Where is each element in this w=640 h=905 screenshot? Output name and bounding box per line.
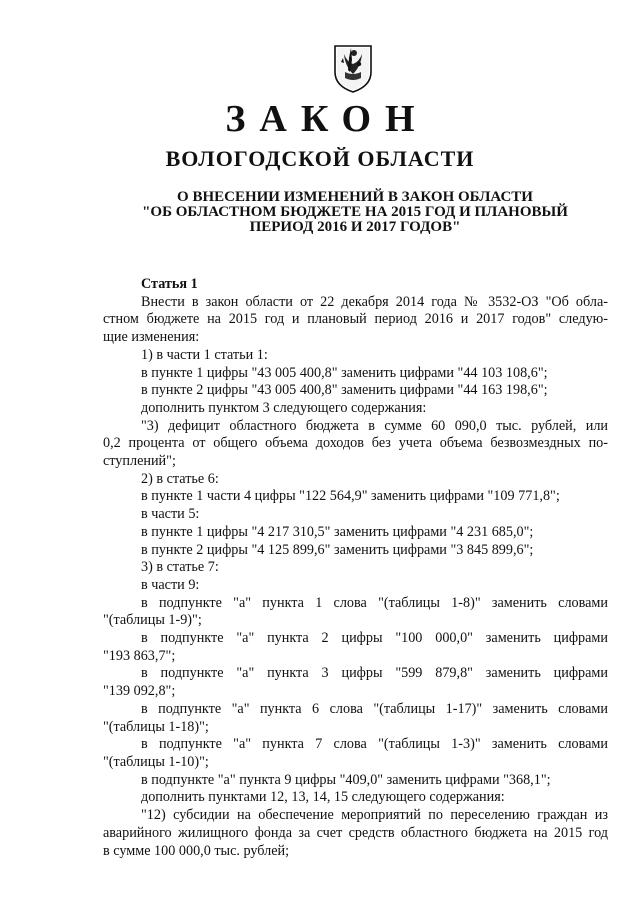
text-line: "(таблицы 1-18)"; bbox=[103, 718, 209, 735]
subject-line: ПЕРИОД 2016 И 2017 ГОДОВ" bbox=[249, 219, 461, 235]
text-line: в части 5: bbox=[141, 506, 200, 523]
text-line: в пункте 1 цифры "43 005 400,8" заменить цифрами "44 103 108,6"; bbox=[141, 364, 548, 381]
text-line: в части 9: bbox=[141, 576, 200, 593]
region-title: ВОЛОГОДСКОЙ ОБЛАСТИ bbox=[165, 146, 475, 171]
text-line: дополнить пунктами 12, 13, 14, 15 следующего содержания: bbox=[141, 789, 505, 806]
text-line: "(таблицы 1-9)"; bbox=[103, 612, 202, 629]
text-line: щие изменения: bbox=[103, 329, 200, 346]
law-subject bbox=[110, 190, 600, 235]
text-line: в подпункте "а" пункта 3 цифры "599 879,8" заменить цифрами bbox=[141, 665, 608, 682]
article-heading: Статья 1 bbox=[141, 276, 198, 292]
text-line: стном бюджете на 2015 год и плановый период 2016 и 2017 годов" следую- bbox=[103, 311, 608, 328]
text-line: аварийного жилищного фонда за счет средств областного бюджета на 2015 год bbox=[103, 824, 608, 841]
text-line: в подпункте "а" пункта 9 цифры "409,0" заменить цифрами "368,1"; bbox=[141, 771, 551, 788]
text-line: в подпункте "а" пункта 6 слова "(таблицы 1-17)" заменить словами bbox=[141, 700, 608, 717]
text-line: Внести в закон области от 22 декабря 2014 года № 3532-ОЗ "Об обла- bbox=[141, 293, 608, 310]
coat-of-arms-icon bbox=[331, 42, 375, 94]
law-title: ЗАКОН bbox=[225, 98, 429, 140]
text-line: ступлений"; bbox=[103, 453, 176, 470]
text-line: в подпункте "а" пункта 1 слова "(таблицы 1-8)" заменить словами bbox=[141, 594, 608, 611]
subject-line: О ВНЕСЕНИИ ИЗМЕНЕНИЙ В ЗАКОН ОБЛАСТИ bbox=[177, 189, 533, 205]
text-line: в пункте 2 цифры "4 125 899,6" заменить цифрами "3 845 899,6"; bbox=[141, 541, 534, 558]
text-line: дополнить пунктом 3 следующего содержания: bbox=[141, 399, 427, 416]
text-line: "3) дефицит областного бюджета в сумме 60 090,0 тыс. рублей, или bbox=[141, 417, 608, 434]
subject-line: "ОБ ОБЛАСТНОМ БЮДЖЕТЕ НА 2015 ГОД И ПЛАНОВЫЙ bbox=[142, 204, 568, 220]
text-line: "139 092,8"; bbox=[103, 683, 176, 700]
text-line: в сумме 100 000,0 тыс. рублей; bbox=[103, 842, 290, 859]
text-line: в пункте 1 части 4 цифры "122 564,9" заменить цифрами "109 771,8"; bbox=[141, 488, 560, 505]
text-line: в подпункте "а" пункта 2 цифры "100 000,0" заменить цифрами bbox=[141, 630, 608, 647]
text-line: 0,2 процента от общего объема доходов без учета объема безвозмездных по- bbox=[103, 435, 608, 452]
text-line: 3) в статье 7: bbox=[141, 559, 219, 576]
article-body bbox=[103, 276, 608, 860]
text-line: 2) в статье 6: bbox=[141, 470, 219, 487]
text-line: "(таблицы 1-10)"; bbox=[103, 753, 209, 770]
text-line: в пункте 1 цифры "4 217 310,5" заменить цифрами "4 231 685,0"; bbox=[141, 523, 534, 540]
text-line: в подпункте "а" пункта 7 слова "(таблицы 1-3)" заменить словами bbox=[141, 736, 608, 753]
text-line: "193 863,7"; bbox=[103, 647, 176, 664]
text-line: в пункте 2 цифры "43 005 400,8" заменить цифрами "44 163 198,6"; bbox=[141, 382, 548, 399]
text-line: "12) субсидии на обеспечение мероприятий по переселению граждан из bbox=[141, 807, 608, 824]
text-line: 1) в части 1 статьи 1: bbox=[141, 346, 268, 363]
